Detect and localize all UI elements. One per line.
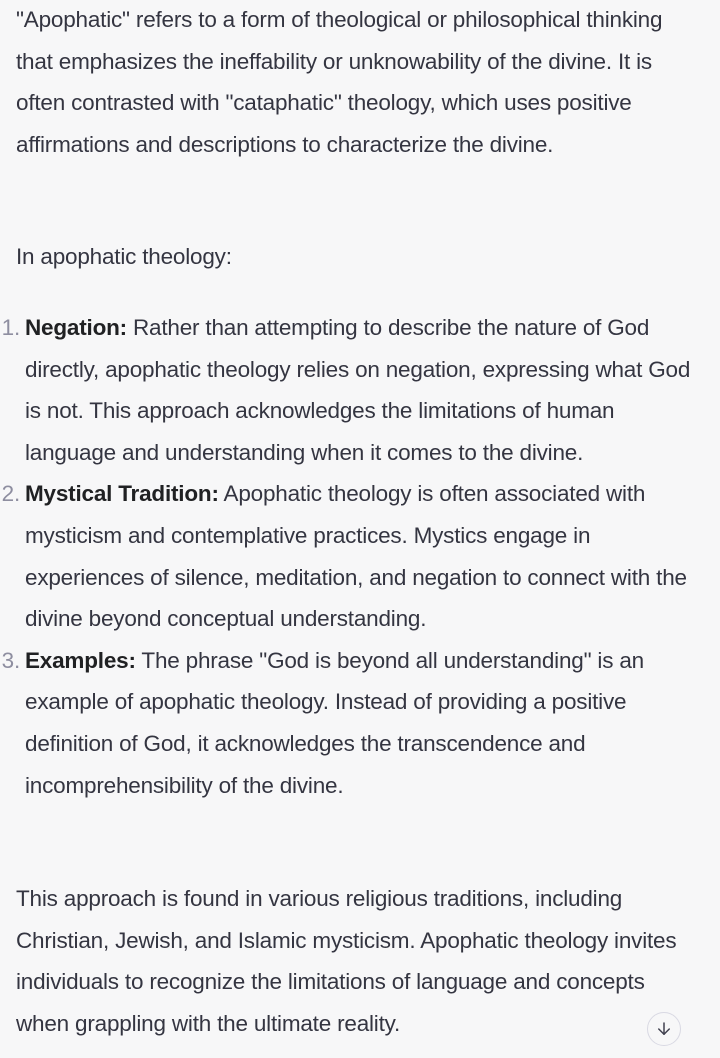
list-number: 1. [1, 315, 20, 340]
list-item-text: Apophatic theology is often associated with mysticism and contemplative practices. Mystics engage in experiences of silence, meditation, and negation to connect with the divine beyond conceptual understanding. [25, 481, 687, 632]
list-item-text: The phrase "God is beyond all understanding" is an example of apophatic theology. Instead of providing a positive definition of God, it acknowledges the transcendence and incomprehensibility of the divine. [25, 647, 644, 798]
outro-paragraph: This approach is found in various religious traditions, including Christian, Jewish, and Islamic mysticism. Apophatic theology invites individuals to recognize the limitations of language and concepts when grappling with the ultimate reality. [16, 886, 677, 1036]
intro-paragraph: "Apophatic" refers to a form of theological or philosophical thinking that emphasizes the ineffability or unknowability of the divine. It is often contrasted with "cataphatic" theology, which uses positive affirmations and descriptions to characterize the divine. [16, 7, 663, 157]
arrow-down-icon [655, 1020, 673, 1038]
list-item [1, 307, 696, 473]
list-item-term: Examples: [25, 647, 136, 673]
lead-paragraph: In apophatic theology: [16, 244, 232, 269]
list-item-text: Rather than attempting to describe the nature of God directly, apophatic theology relies on negation, expressing what God is not. This approach acknowledges the limitations of human language and understanding when it comes to the divine. [25, 315, 691, 465]
scroll-to-bottom-button[interactable] [647, 1012, 681, 1046]
numbered-list [1, 307, 696, 806]
list-item [1, 473, 696, 639]
list-number: 3. [1, 647, 20, 673]
list-item-term: Negation: [25, 315, 127, 340]
list-item [1, 640, 696, 806]
list-number: 2. [1, 481, 20, 507]
list-item-term: Mystical Tradition: [25, 481, 219, 507]
